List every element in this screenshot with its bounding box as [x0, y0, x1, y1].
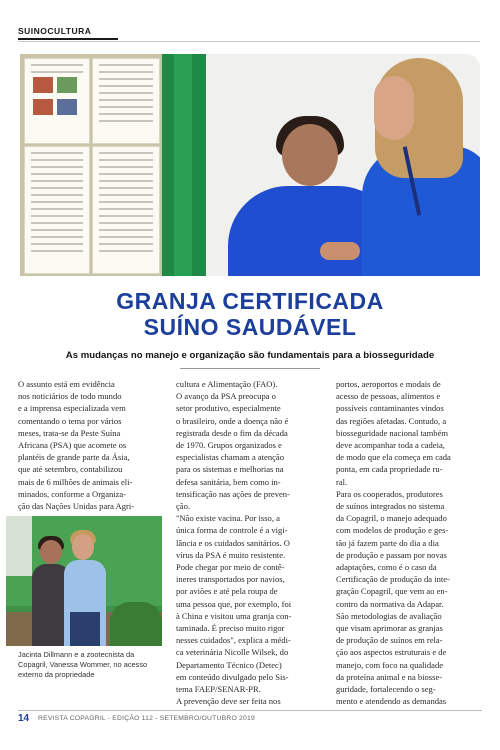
body-text-line: minados, conforme a Organiza-: [18, 488, 127, 499]
section-rule-thin: [18, 41, 480, 42]
body-text-line: O avanço da PSA preocupa o: [176, 391, 276, 402]
subtitle-rule: [180, 368, 320, 369]
body-text-line: deve acompanhar toda a cadeia,: [336, 440, 445, 451]
body-text-line: possíveis contaminantes vindos: [336, 403, 444, 414]
body-text-line: Certificação de produção da inte-: [336, 574, 450, 585]
body-text-line: adaptações, como é o caso da: [336, 562, 437, 573]
body-text-line: A prevenção deve ser feita nos: [176, 696, 281, 707]
body-text-line: nos noticiários de todo mundo: [18, 391, 122, 402]
body-text-line: Departamento Técnico (Detec): [176, 659, 282, 670]
body-text-line: com modelos de produção e ges-: [336, 525, 449, 536]
body-text-line: tensificação nas ações de preven-: [176, 488, 290, 499]
body-text-line: "Não existe vacina. Por isso, a: [176, 513, 280, 524]
caption-line: Copagril, Vanessa Wommer, no acesso: [18, 660, 148, 669]
body-text-line: Africana (PSA) que acomete os: [18, 440, 127, 451]
page-number: 14: [18, 713, 30, 724]
body-text-line: da proteína animal e na biosse-: [336, 671, 443, 682]
body-text-line: setor produtivo, especialmente: [176, 403, 281, 414]
body-text-line: de suínos integrados no sistema: [336, 501, 445, 512]
body-text-line: manejo, com foco na qualidade: [336, 659, 444, 670]
body-text-line: que até setembro, contabilizou: [18, 464, 123, 475]
body-text-line: mento e atendendo as demandas: [336, 696, 447, 707]
subtitle: As mudanças no manejo e organização são fundamentais para a biosseguridade: [65, 350, 435, 361]
body-column-3: [336, 378, 482, 707]
body-text-line: das regiões afetadas. Contudo, a: [336, 415, 447, 426]
body-text-line: que visam aprimorar as granjas: [336, 623, 443, 634]
body-text-line: guridade, fortalecendo o seg-: [336, 684, 436, 695]
body-column-1: [18, 378, 162, 512]
body-text-line: tema FAEP/SENAR-PR.: [176, 684, 261, 695]
body-text-line: taminada. É preciso muito rigor: [176, 623, 285, 634]
body-text-line: biosseguridade nacional também: [336, 427, 449, 438]
body-text-line: uma pessoa que, por exemplo, foi: [176, 598, 292, 609]
body-text-line: O assunto está em evidência: [18, 379, 115, 389]
body-text-line: nesses cuidados", explica a médi-: [176, 635, 291, 646]
body-text-line: de produção e passam por novas: [336, 549, 447, 560]
caption-line: Jacinta Dillmann e a zootecnista da: [18, 650, 135, 659]
body-text-line: de produção de suínos em rela-: [336, 635, 443, 646]
publication-info: REVISTA COPAGRIL - EDIÇÃO 112 - SETEMBRO/OUTUBRO 2019: [38, 715, 255, 722]
body-text-line: defesa sanitária, bem como in-: [176, 476, 281, 487]
body-text-line: lância e os cuidados sanitários. O: [176, 537, 290, 548]
body-text-line: ção das Nações Unidas para Agri-: [18, 501, 135, 512]
body-text-line: de 1970. Grupos organizados e: [176, 440, 282, 451]
bulletin-board: [20, 54, 162, 276]
body-text-line: especialistas chamam a atenção: [176, 452, 284, 463]
body-text-line: contro da normativa da Adapar.: [336, 598, 444, 609]
headline-line-2: SUÍNO SAUDÁVEL: [143, 314, 357, 340]
body-text-line: tão já fazem parte do dia a dia: [336, 537, 439, 548]
body-text-line: ca veterinária Nicolle Wilsek, do: [176, 647, 289, 658]
body-column-2: [176, 378, 324, 707]
body-text-line: e a imprensa especializada vem: [18, 403, 126, 414]
section-rule: [18, 38, 118, 40]
headline-line-1: GRANJA CERTIFICADA: [116, 288, 384, 314]
body-text-line: o brasileiro, onde a doença não é: [176, 415, 289, 426]
inset-photo: [6, 516, 162, 646]
body-text-line: ção.: [176, 501, 190, 512]
body-text-line: cultura e Alimentação (FAO).: [176, 379, 278, 389]
body-text-line: por aviões e até pela roupa de: [176, 586, 278, 597]
footer-rule: [18, 710, 482, 711]
body-text-line: portos, aeroportos e modais de: [336, 379, 441, 389]
body-text-line: em conteúdo divulgado pelo Sis-: [176, 671, 289, 682]
body-text-line: de modo que ela começa em cada: [336, 452, 451, 463]
body-text-line: da Copagril, o manejo adequado: [336, 513, 447, 524]
body-text-line: para os sistemas e melhorias na: [176, 464, 284, 475]
body-text-line: Para os cooperados, produtores: [336, 488, 443, 499]
body-text-line: plantéis de grande parte da Ásia,: [18, 452, 130, 463]
body-text-line: ineres transportados por navios,: [176, 574, 285, 585]
hero-photo: [20, 54, 480, 276]
body-text-line: ponta, em cada propriedade ru-: [336, 464, 443, 475]
body-text-line: ção aos aspectos estruturais e de: [336, 647, 447, 658]
caption-line: externo da propriedade: [18, 670, 95, 679]
body-text-line: comentando o tema por vários: [18, 415, 122, 426]
body-text-line: registrada desde o fim da década: [176, 427, 288, 438]
body-text-line: Pode chegar por meio de contê-: [176, 562, 285, 573]
body-text-line: ral.: [336, 476, 348, 487]
body-text-line: vírus da PSA é muito resistente.: [176, 549, 286, 560]
body-text-line: à China e visitou uma granja con-: [176, 610, 292, 621]
body-text-line: São metodologias de avaliação: [336, 610, 442, 621]
body-text-line: gração Copagril, que vem ao en-: [336, 586, 448, 597]
body-text-line: única forma de controle é a vigi-: [176, 525, 288, 536]
section-tag: SUINOCULTURA: [18, 26, 92, 36]
body-text-line: meses, trata-se da Peste Suína: [18, 427, 121, 438]
body-text-line: acesso de pessoas, alimentos e: [336, 391, 441, 402]
body-text-line: mais de 6 milhões de animais eli-: [18, 476, 133, 487]
photo-caption: [18, 650, 168, 680]
